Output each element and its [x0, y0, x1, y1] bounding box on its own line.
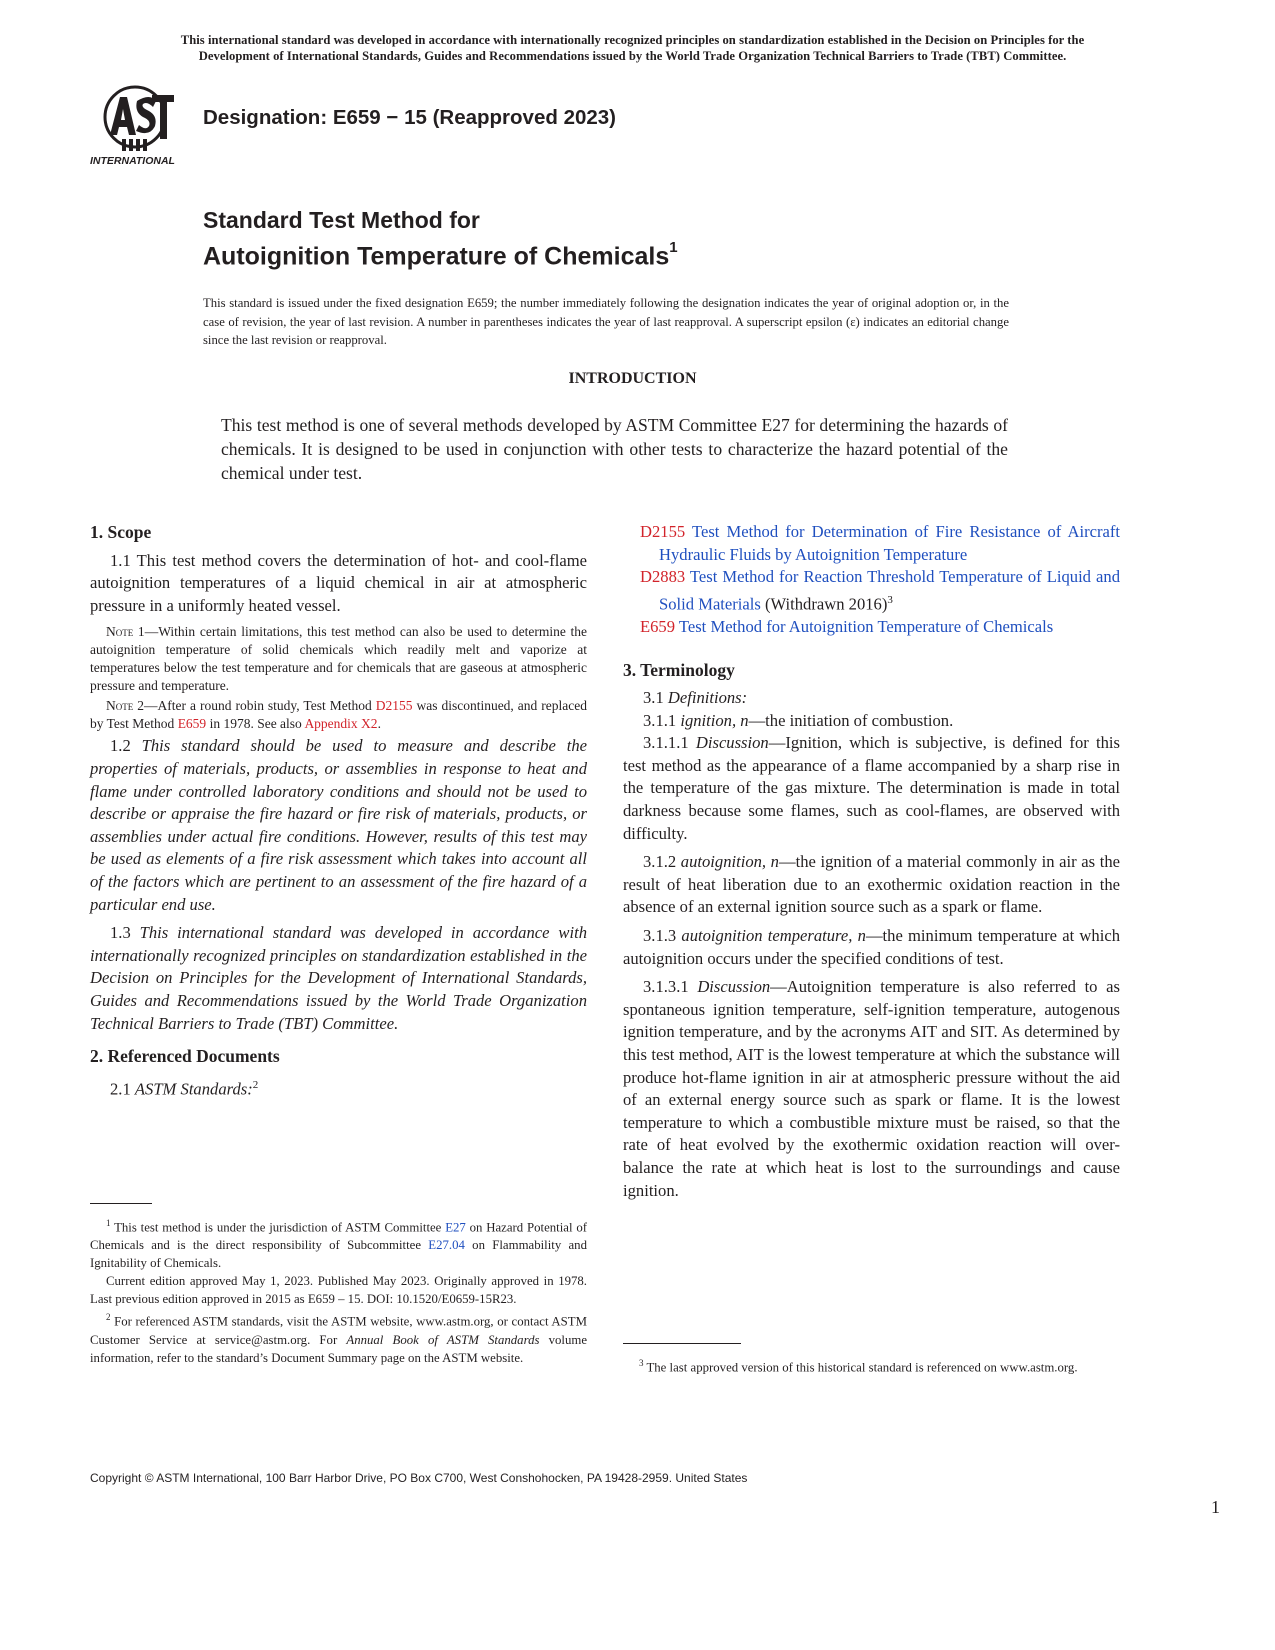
footnote-2-mark: 2 [106, 1312, 111, 1323]
copyright-notice: Copyright © ASTM International, 100 Barr Harbor Drive, PO Box C700, West Conshohocken, PA 19428-2959. United States [90, 1471, 748, 1485]
reference-footnote-mark-d2883: 3 [887, 593, 893, 606]
link-e659[interactable]: E659 [177, 716, 207, 732]
paragraph-1-3-text: This international standard was developed in accordance with internationally recognized principles on standardization established in the Decision on Principles for the Development of International Standards, Guides and Recommendations issued by the World Trade Organization Technical Barriers to Trade (TBT) Committee. [90, 923, 588, 1033]
footnote-1-text-a: This test method is under the jurisdiction of ASTM Committee [110, 1220, 446, 1235]
paragraph-3-1-2-term: autoignition, n [680, 852, 779, 872]
document-title [203, 205, 678, 272]
paragraph-2-1-text: ASTM Standards: [134, 1079, 253, 1099]
footnote-2-text-a: For referenced ASTM standards, visit the ASTM website, www.astm.org, or contact ASTM Customer Service at service@astm.org. For [90, 1314, 587, 1347]
paragraph-1-1: 1.1 This test method covers the determination of hot- and cool-flame autoignition temperatures of a liquid chemical in air at atmospheric pressure in a uniformly heated vessel. [90, 550, 587, 615]
referenced-documents-list [623, 521, 1120, 639]
introduction-heading: INTRODUCTION [568, 370, 697, 387]
paragraph-2-1-number: 2.1 [110, 1079, 135, 1099]
reference-code-e659[interactable]: E659 [640, 616, 676, 636]
reference-title-d2883[interactable]: Test Method for Reaction Threshold Temperature of Liquid and Solid Materials [659, 567, 1120, 614]
title-main: Autoignition Temperature of Chemicals [203, 242, 670, 271]
reference-item-e659 [623, 616, 1120, 639]
paragraph-3-1-3-term: autoignition temperature, n [681, 926, 866, 946]
paragraph-1-2-number: 1.2 [110, 736, 142, 756]
paragraph-3-1-3-1-number: 3.1.3.1 [643, 977, 698, 997]
reference-code-d2883[interactable]: D2883 [640, 567, 686, 587]
paragraph-3-1-3-number: 3.1.3 [643, 926, 682, 946]
footnote-rule [90, 1203, 152, 1204]
paragraph-1-3 [90, 922, 587, 1035]
paragraph-3-1-1-number: 3.1.1 [643, 710, 681, 730]
left-column [90, 521, 587, 1107]
paragraph-3-1-1-1 [623, 732, 1120, 845]
note-2-text-b: was discontinued, and replaced by Test Method [90, 698, 587, 732]
footnote-3-text: The last approved version of this historical standard is referenced on www.astm.org. [643, 1360, 1078, 1375]
designation: Designation: E659 − 15 (Reapproved 2023) [203, 106, 617, 129]
footnotes-left [90, 1203, 587, 1367]
footnote-1-mark: 1 [106, 1218, 111, 1228]
right-column [623, 521, 1120, 1208]
note-2-text-c: in 1978. See also [206, 716, 305, 732]
wto-notice-line2: Development of International Standards, Guides and Recommendations issued by the World Trade Organization Technical Barriers to Trade (TBT) Committee. [198, 48, 1067, 63]
paragraph-3-1-1-term: ignition, n [680, 710, 749, 730]
note-1 [90, 623, 587, 695]
footnote-rule-right [623, 1343, 741, 1344]
paragraph-3-1-1-1-number: 3.1.1.1 [643, 733, 696, 753]
paragraph-1-2-text: This standard should be used to measure and describe the properties of materials, products, or assemblies in response to heat and flame under controlled laboratory conditions and should not be used to describe or appraise the fire hazard or fire risk of materials, products, or assemblies under actual fire conditions. However, results of this test may be used as elements of a fire risk assessment which takes into account all of the factors which are pertinent to an assessment of the fire hazard of a particular end use. [90, 736, 587, 914]
link-e27[interactable]: E27 [445, 1220, 466, 1235]
note-2-label: Note 2 [106, 698, 144, 714]
paragraph-3-1-1-1-text: —Ignition, which is subjective, is defined for this test method as the appearance of a flame accompanied by a sharp rise in the temperature of the gas mixture. The determination is made in total darkness because some flames, such as cool-flames, are observed with difficulty. [623, 733, 1120, 843]
paragraph-3-1-3-1-text: —Autoignition temperature is also referred to as spontaneous ignition temperature, self-ignition temperature, autogenous ignition temperature, and by the acronyms AIT and SIT. As determined by this test method, AIT is the lowest temperature at which the substance will produce hot-flame ignition in air at atmospheric pressure without the aid of an external energy source such as spark or flame. It is the lowest temperature to which a combustible mixture must be raised, so that the rate of heat evolved by the exothermic oxidation reaction will over-balance the rate at which heat is lost to the surroundings and cause ignition. [623, 977, 1120, 1200]
section-terminology-heading: 3. Terminology [623, 659, 735, 680]
paragraph-3-1-3-1 [623, 976, 1120, 1202]
note-2 [90, 697, 587, 733]
astm-logo [90, 85, 190, 169]
section-referenced-documents-heading: 2. Referenced Documents [90, 1046, 280, 1067]
link-e27-04[interactable]: E27.04 [428, 1238, 465, 1253]
title-line1: Standard Test Method for [203, 207, 480, 233]
paragraph-3-1-1 [623, 710, 1120, 733]
reference-item-d2883 [623, 566, 1120, 616]
paragraph-2-1-footnote-mark: 2 [252, 1078, 259, 1091]
footnote-1 [90, 1214, 587, 1272]
footnote-2-italic: Annual Book of ASTM Standards [346, 1332, 540, 1347]
title-footnote-mark: 1 [669, 239, 678, 256]
paragraph-1-2 [90, 735, 587, 916]
reference-suffix-d2883: (Withdrawn 2016) [760, 594, 888, 614]
note-2-text-d: . [377, 716, 381, 732]
title-line2 [203, 235, 678, 272]
reference-title-d2155[interactable]: Test Method for Determination of Fire Resistance of Aircraft Hydraulic Fluids by Autoignition Temperature [659, 522, 1120, 564]
footnote-3 [623, 1354, 1120, 1376]
issue-note: This standard is issued under the fixed designation E659; the number immediately following the designation indicates the year of original adoption or, in the case of revision, the year of last revision. A number in parentheses indicates the year of last reapproval. A superscript epsilon (ε) indicates an editorial change since the last revision or reapproval. [203, 296, 1009, 347]
footnote-1-text-b: on Hazard Potential of Chemicals and is the direct responsibility of Subcommittee [90, 1220, 587, 1253]
paragraph-3-1-number: 3.1 [643, 688, 668, 708]
footnotes-right [623, 1343, 1120, 1376]
footnote-2-text-b: volume information, refer to the standard’s Document Summary page on the ASTM website. [90, 1332, 588, 1365]
footnote-3-mark: 3 [639, 1358, 644, 1368]
page-number-container [0, 1497, 1220, 1518]
note-2-text-a: —After a round robin study, Test Method [144, 698, 376, 714]
paragraph-3-1-3-1-term: Discussion [697, 977, 771, 997]
paragraph-3-1-1-1-term: Discussion [695, 733, 769, 753]
paragraph-1-3-number: 1.3 [110, 923, 140, 943]
reference-title-e659[interactable]: Test Method for Autoignition Temperature of Chemicals [675, 616, 1054, 636]
introduction-body: This test method is one of several methods developed by ASTM Committee E27 for determining the hazards of chemicals. It is designed to be used in conjunction with other tests to characterize the hazard potential of the chemical under test. [221, 415, 1008, 483]
reference-item-d2155 [623, 521, 1120, 566]
paragraph-3-1-3-text: —the minimum temperature at which autoignition occurs under the specified conditions of test. [623, 926, 1120, 968]
link-appendix-x2[interactable]: Appendix X2 [304, 716, 378, 732]
paragraph-2-1 [90, 1074, 587, 1101]
logo-text: INTERNATIONAL [90, 155, 175, 167]
paragraph-3-1 [623, 687, 1120, 710]
paragraph-3-1-text: Definitions: [667, 688, 748, 708]
wto-notice-line1: This international standard was developed in accordance with internationally recognized principles on standardization established in the Decision on Principles for the [180, 33, 1085, 47]
footnote-1-text-c: on Flammability and Ignitability of Chemicals. [90, 1238, 587, 1271]
paragraph-3-1-1-text: —the initiation of combustion. [748, 710, 954, 730]
reference-code-d2155[interactable]: D2155 [640, 522, 686, 541]
footnote-1-edition: Current edition approved May 1, 2023. Published May 2023. Originally approved in 1978. Last previous edition approved in 2015 as E659 – 15. DOI: 10.1520/E0659-15R23. [90, 1274, 587, 1307]
note-1-label: Note 1 [106, 624, 145, 640]
page-number: 1 [1211, 1497, 1220, 1517]
paragraph-3-1-2-number: 3.1.2 [643, 852, 681, 872]
paragraph-3-1-2-text: —the ignition of a material commonly in air as the result of heat liberation due to an exothermic oxidation reaction in the absence of an external ignition source such as a spark or flame. [623, 852, 1120, 917]
paragraph-3-1-2 [623, 851, 1120, 919]
section-scope-heading: 1. Scope [90, 522, 152, 542]
paragraph-3-1-3 [623, 925, 1120, 970]
note-1-text: —Within certain limitations, this test method can also be used to determine the autoignition temperature of solid chemicals which readily melt and vaporize at temperatures below the test temperature and for chemicals that are gaseous at atmospheric pressure and temperature. [90, 624, 587, 694]
link-d2155[interactable]: D2155 [375, 698, 413, 714]
introduction-text [221, 413, 1008, 485]
footnote-2 [90, 1308, 587, 1366]
wto-notice [90, 33, 1175, 64]
